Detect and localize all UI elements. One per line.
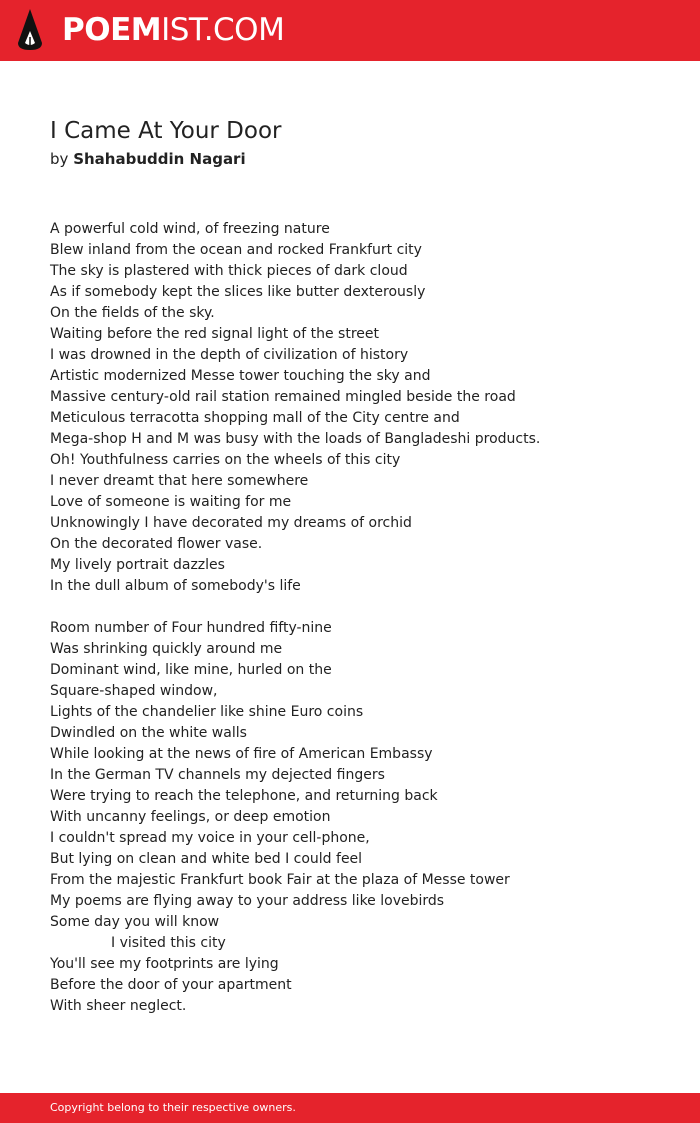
poem-line: Lights of the chandelier like shine Euro coins bbox=[50, 704, 364, 720]
poem-line: Dwindled on the white walls bbox=[50, 725, 247, 741]
poem-line: Square-shaped window, bbox=[50, 683, 218, 699]
poem-line: Love of someone is waiting for me bbox=[50, 494, 292, 510]
poem-line: Blew inland from the ocean and rocked Frankfurt city bbox=[50, 242, 422, 258]
poem-line: In the dull album of somebody's life bbox=[50, 578, 301, 594]
poem-line: Artistic modernized Messe tower touching the sky and bbox=[50, 368, 431, 384]
poem-line: But lying on clean and white bed I could feel bbox=[50, 851, 363, 867]
author-name[interactable]: Shahabuddin Nagari bbox=[73, 150, 246, 168]
site-header bbox=[0, 0, 700, 61]
poem-line: I was drowned in the depth of civilization of history bbox=[50, 347, 409, 363]
poem-line: My lively portrait dazzles bbox=[50, 557, 225, 573]
byline bbox=[50, 149, 246, 169]
poem-line: From the majestic Frankfurt book Fair at the plaza of Messe tower bbox=[50, 872, 510, 888]
poem-line-indented: I visited this city bbox=[111, 935, 226, 951]
poem-title: I Came At Your Door bbox=[50, 118, 282, 144]
poem-line: Were trying to reach the telephone, and returning back bbox=[50, 788, 438, 804]
poem-line: A powerful cold wind, of freezing nature bbox=[50, 221, 330, 237]
poem-line: On the fields of the sky. bbox=[50, 305, 215, 321]
poem-body bbox=[50, 219, 670, 1017]
poem-line: Some day you will know bbox=[50, 914, 220, 930]
logo-bold-text: POEM bbox=[62, 12, 162, 48]
poem-line: While looking at the news of fire of American Embassy bbox=[50, 746, 433, 762]
poem-line: With uncanny feelings, or deep emotion bbox=[50, 809, 331, 825]
poem-line: With sheer neglect. bbox=[50, 998, 187, 1014]
by-label: by bbox=[50, 150, 69, 168]
poem-line: Unknowingly I have decorated my dreams of orchid bbox=[50, 515, 412, 531]
poem-line: The sky is plastered with thick pieces of dark cloud bbox=[50, 263, 408, 279]
poem-line: Waiting before the red signal light of the street bbox=[50, 326, 379, 342]
poem-line: In the German TV channels my dejected fingers bbox=[50, 767, 385, 783]
copyright-notice: Copyright belong to their respective owners. bbox=[50, 1101, 296, 1114]
poem-line: Was shrinking quickly around me bbox=[50, 641, 283, 657]
poem-line: Meticulous terracotta shopping mall of the City centre and bbox=[50, 410, 460, 426]
poem-line: Before the door of your apartment bbox=[50, 977, 292, 993]
poem-line: On the decorated flower vase. bbox=[50, 536, 263, 552]
poem-line: I never dreamt that here somewhere bbox=[50, 473, 309, 489]
poem-line: My poems are flying away to your address like lovebirds bbox=[50, 893, 445, 909]
poem-line: You'll see my footprints are lying bbox=[50, 956, 279, 972]
pen-nib-icon[interactable] bbox=[17, 9, 43, 51]
logo-light-text: IST.COM bbox=[161, 12, 285, 48]
poem-line: Massive century-old rail station remained mingled beside the road bbox=[50, 389, 516, 405]
poem-line: Room number of Four hundred fifty-nine bbox=[50, 620, 332, 636]
poem-line: Mega-shop H and M was busy with the loads of Bangladeshi products. bbox=[50, 431, 541, 447]
poem-line: Dominant wind, like mine, hurled on the bbox=[50, 662, 332, 678]
stanza-break bbox=[50, 597, 670, 618]
site-footer bbox=[0, 1093, 700, 1123]
poem-line: As if somebody kept the slices like butter dexterously bbox=[50, 284, 426, 300]
site-logo[interactable] bbox=[62, 12, 284, 48]
poem-line: Oh! Youthfulness carries on the wheels of this city bbox=[50, 452, 401, 468]
poem-line: I couldn't spread my voice in your cell-phone, bbox=[50, 830, 370, 846]
